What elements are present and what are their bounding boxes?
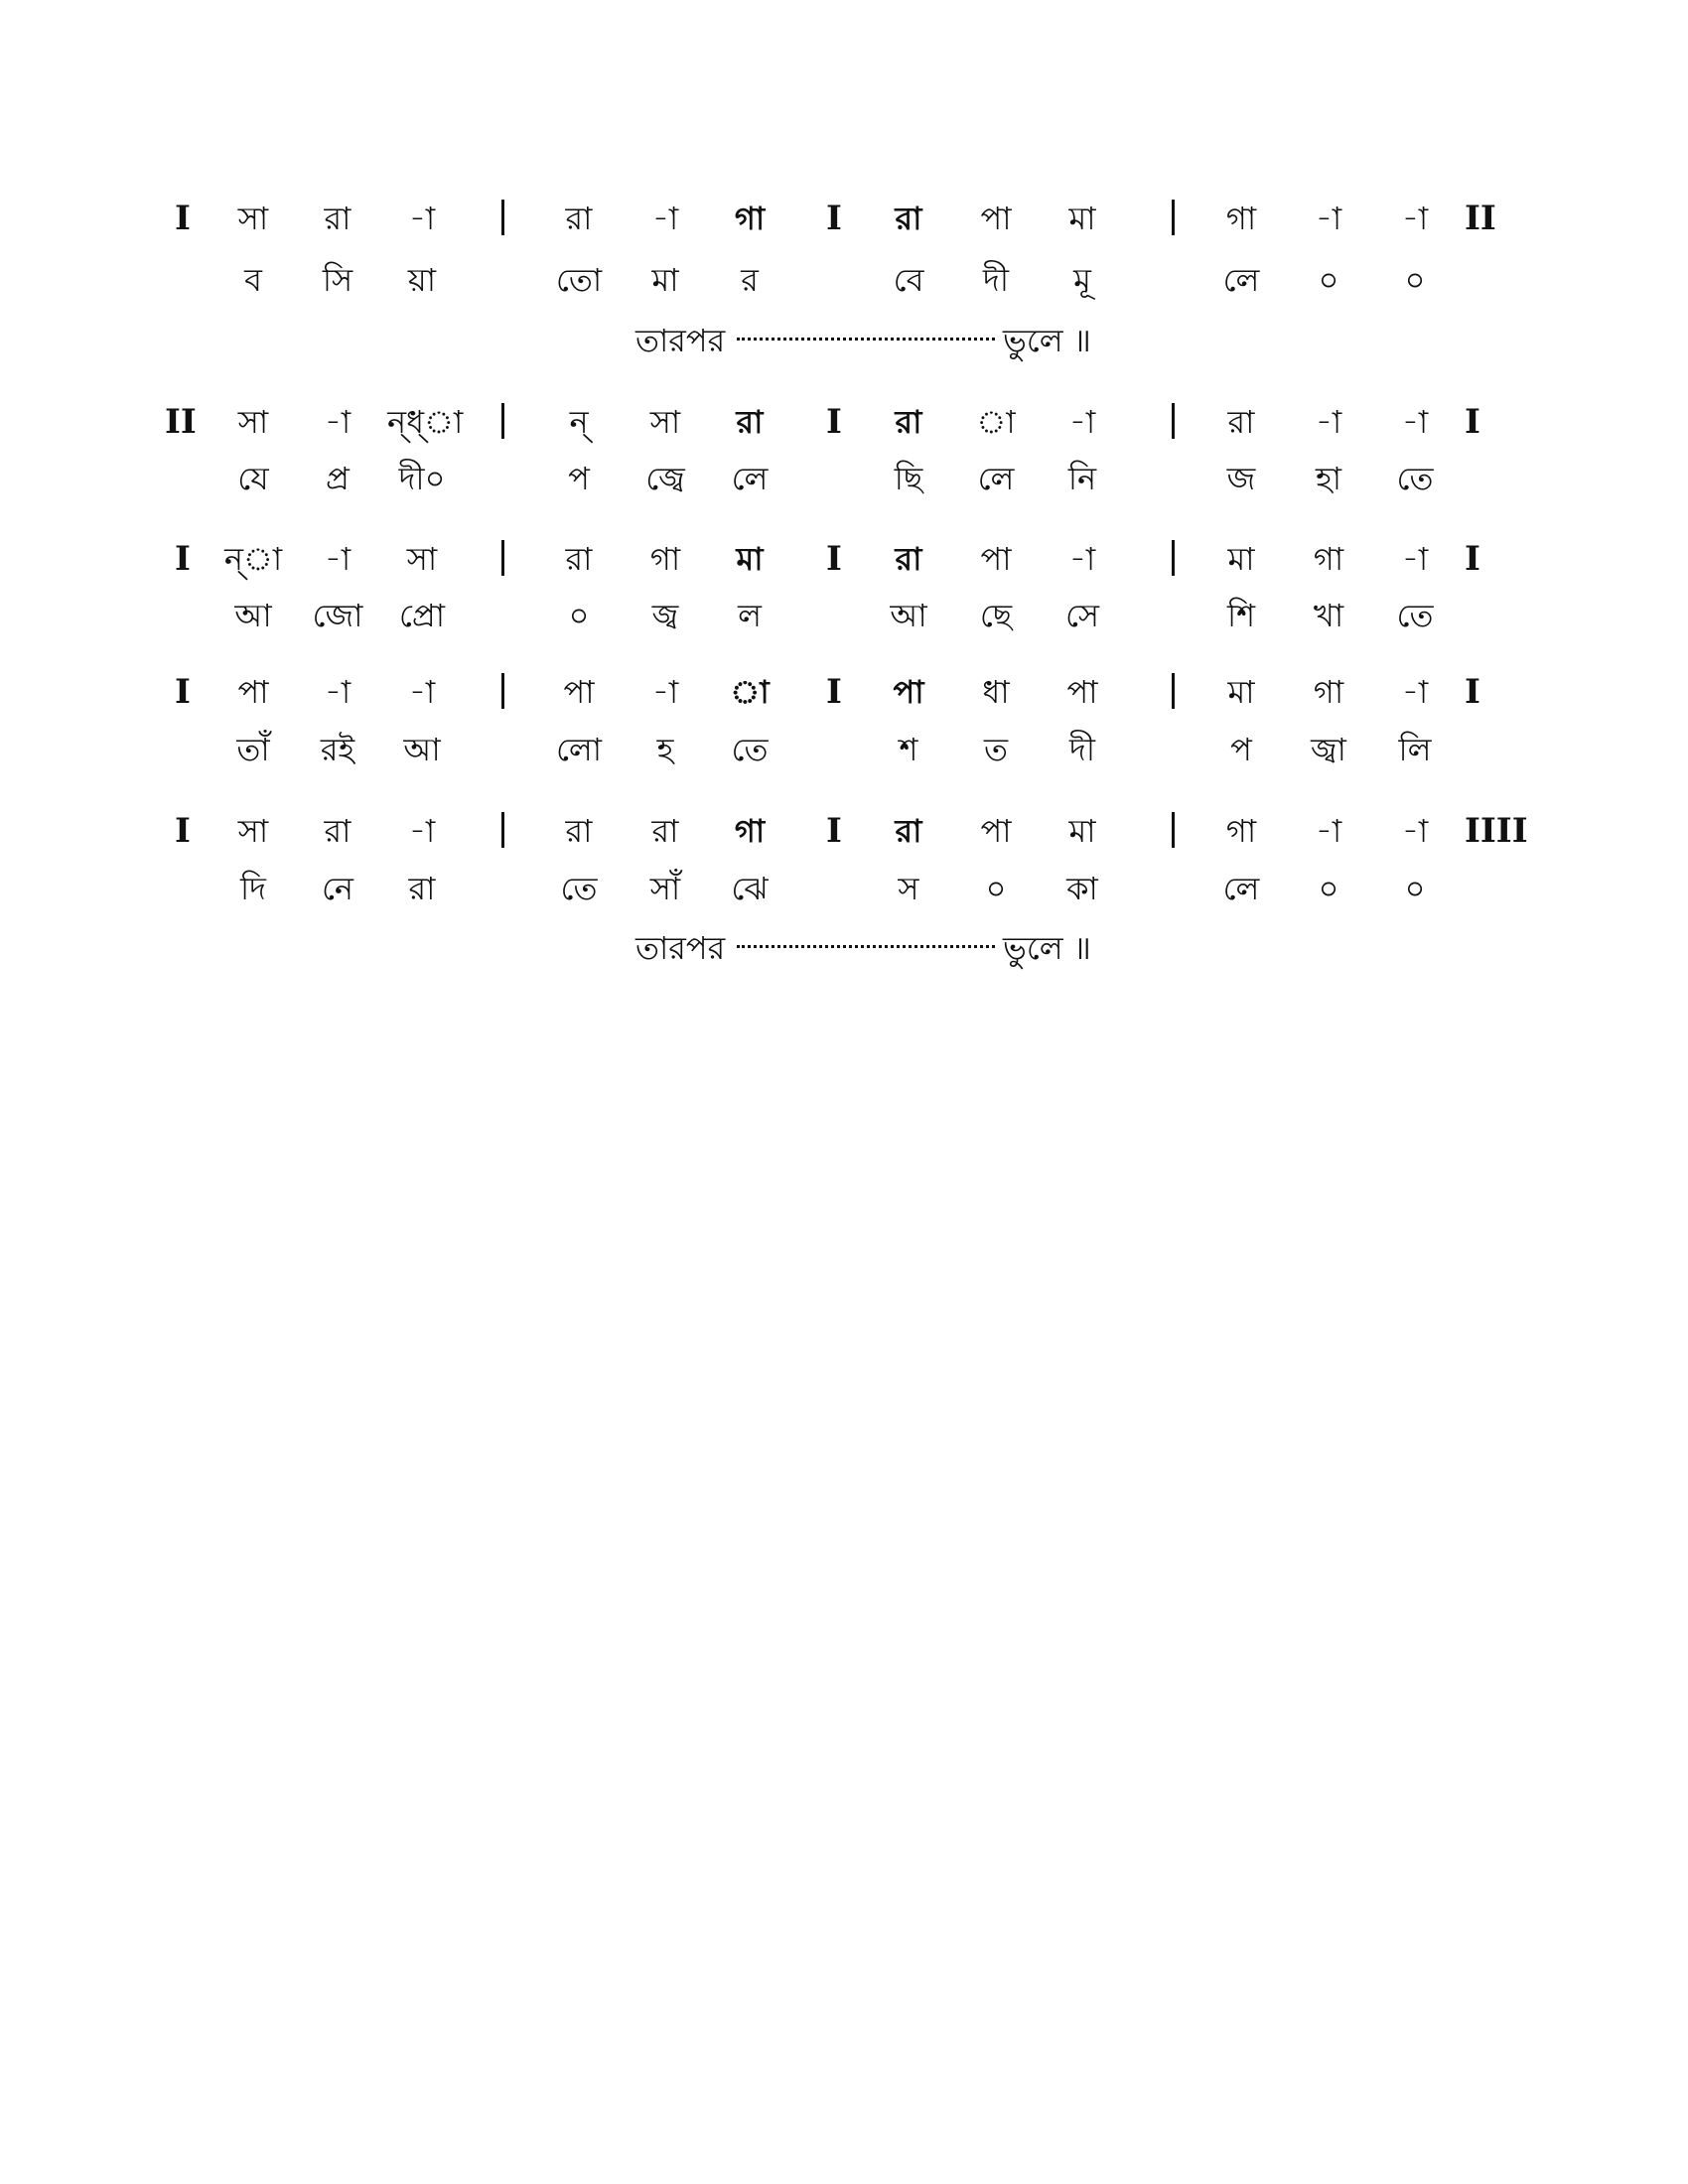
beat-divider xyxy=(501,673,504,709)
swara-note: সা xyxy=(237,403,269,441)
lyric-syllable: ০ xyxy=(1318,261,1339,299)
lyric-syllable: লে xyxy=(1222,870,1260,907)
swara-note: রা xyxy=(324,812,352,850)
opening-barline: I xyxy=(175,811,191,851)
lyric-syllable: তাঁ xyxy=(236,731,270,768)
swara-note: -া xyxy=(1315,200,1342,237)
lyric-syllable: দী০ xyxy=(398,460,446,497)
lyric-syllable: দী xyxy=(1069,731,1095,768)
swara-note: মা xyxy=(1227,673,1255,711)
swara-note: -া xyxy=(408,812,436,850)
swara-note: গা xyxy=(1313,540,1344,578)
swara-row xyxy=(0,667,1688,717)
section-barline: I xyxy=(826,811,842,851)
swara-note: গা xyxy=(1225,200,1257,237)
closing-barline: I xyxy=(1465,539,1480,579)
lyric-syllable: য়া xyxy=(407,261,437,299)
swara-note: ন্ xyxy=(569,403,589,441)
swara-note: ধা xyxy=(982,673,1010,711)
swara-note: রা xyxy=(324,200,352,237)
lyric-syllable: জ্বে xyxy=(645,460,685,497)
swara-note: পা xyxy=(1066,673,1098,711)
lyric-syllable: হা xyxy=(1315,460,1342,497)
swara-note: -া xyxy=(1401,200,1429,237)
opening-barline: I xyxy=(175,672,191,712)
lyric-syllable: স xyxy=(898,870,919,907)
swara-note: া xyxy=(976,403,1016,441)
lyric-syllable: প্রো xyxy=(398,597,446,634)
lyric-syllable: লি xyxy=(1398,731,1432,768)
lyric-row xyxy=(0,725,1688,774)
refrain-start: তারপর xyxy=(635,322,726,359)
swara-note: গা xyxy=(1313,673,1344,711)
beat-divider xyxy=(1172,540,1175,576)
swara-note: সা xyxy=(406,540,438,578)
lyric-syllable: রই xyxy=(320,731,355,768)
lyric-syllable: কা xyxy=(1066,870,1098,907)
lyric-syllable: আ xyxy=(403,731,441,768)
refrain-line xyxy=(0,923,1688,973)
lyric-syllable: ছে xyxy=(979,597,1013,634)
section-barline: I xyxy=(826,199,842,238)
swara-note: সা xyxy=(237,812,269,850)
swara-row xyxy=(0,194,1688,243)
lyric-syllable: ব xyxy=(244,261,262,299)
swara-note: গা xyxy=(734,812,766,850)
swara-note: -া xyxy=(1401,812,1429,850)
lyric-syllable: তে xyxy=(560,870,598,907)
lyric-syllable: তে xyxy=(1396,597,1434,634)
lyric-syllable: জ্বা xyxy=(1311,731,1346,768)
opening-barline: II xyxy=(165,402,197,442)
lyric-syllable: রা xyxy=(408,870,436,907)
lyric-syllable: যে xyxy=(237,460,269,497)
lyric-syllable: শ xyxy=(899,731,918,768)
closing-barline: I xyxy=(1465,672,1480,712)
lyric-syllable: তে xyxy=(1396,460,1434,497)
swara-note: পা xyxy=(237,673,269,711)
lyric-syllable: দি xyxy=(240,870,266,907)
swara-note: পা xyxy=(980,200,1012,237)
refrain-start: তারপর xyxy=(635,929,726,967)
swara-note: -া xyxy=(1068,540,1096,578)
swara-note: রা xyxy=(895,540,922,578)
swara-note: রা xyxy=(736,403,764,441)
swara-note: রা xyxy=(895,812,922,850)
lyric-syllable: ০ xyxy=(1404,261,1426,299)
lyric-syllable: জ্ব xyxy=(651,597,679,634)
lyric-syllable: মা xyxy=(651,261,679,299)
lyric-syllable: ০ xyxy=(568,597,590,634)
swara-note: পা xyxy=(893,673,924,711)
swara-note: রা xyxy=(565,540,593,578)
lyric-syllable: ০ xyxy=(985,870,1007,907)
swara-note: পা xyxy=(563,673,595,711)
lyric-syllable: নে xyxy=(321,870,354,907)
swara-note: -া xyxy=(1315,403,1342,441)
closing-barline: II xyxy=(1465,199,1496,238)
swara-note: -া xyxy=(408,200,436,237)
lyric-syllable: সে xyxy=(1064,597,1100,634)
lyric-row xyxy=(0,864,1688,913)
section-barline: I xyxy=(826,402,842,442)
lyric-syllable: ত xyxy=(983,731,1008,768)
lyric-syllable: লে xyxy=(731,460,769,497)
refrain-end: ভুলে ॥ xyxy=(1003,929,1091,967)
lyric-syllable: জ xyxy=(1226,460,1256,497)
swara-row xyxy=(0,806,1688,856)
swara-note: গা xyxy=(734,200,766,237)
lyric-row xyxy=(0,591,1688,640)
beat-divider xyxy=(501,200,504,235)
lyric-syllable: আ xyxy=(234,597,272,634)
swara-note: -া xyxy=(1401,673,1429,711)
lyric-syllable: মূ xyxy=(1073,261,1091,299)
swara-note: মা xyxy=(1227,540,1255,578)
beat-divider xyxy=(1172,812,1175,848)
swara-note: রা xyxy=(565,812,593,850)
swara-note: ন্া xyxy=(223,540,283,578)
lyric-syllable: লে xyxy=(977,460,1015,497)
swara-note: মা xyxy=(736,540,764,578)
section-barline: I xyxy=(826,539,842,579)
swara-note: মা xyxy=(1068,200,1096,237)
swara-note: রা xyxy=(651,812,679,850)
beat-divider xyxy=(501,812,504,848)
refrain-line xyxy=(0,316,1688,365)
swara-note: রা xyxy=(895,200,922,237)
lyric-syllable: খা xyxy=(1313,597,1344,634)
refrain-ellipsis xyxy=(737,945,995,948)
lyric-syllable: ০ xyxy=(1404,870,1426,907)
lyric-syllable: ০ xyxy=(1318,870,1339,907)
closing-barline: I xyxy=(1465,402,1480,442)
lyric-row xyxy=(0,454,1688,503)
lyric-syllable: তো xyxy=(555,261,603,299)
swara-note: পা xyxy=(980,540,1012,578)
lyric-syllable: বে xyxy=(893,261,924,299)
swara-note: া xyxy=(730,673,770,711)
swara-note: -া xyxy=(651,200,679,237)
swara-note: রা xyxy=(565,200,593,237)
swara-note: রা xyxy=(895,403,922,441)
beat-divider xyxy=(501,540,504,576)
section-barline: I xyxy=(826,672,842,712)
swara-note: -া xyxy=(324,673,352,711)
swara-note: মা xyxy=(1068,812,1096,850)
beat-divider xyxy=(1172,403,1175,439)
swara-note: -া xyxy=(651,673,679,711)
opening-barline: I xyxy=(175,199,191,238)
lyric-syllable: সাঁ xyxy=(649,870,681,907)
lyric-row xyxy=(0,255,1688,305)
lyric-syllable: ছি xyxy=(894,460,923,497)
swara-note: ন্ধ্া xyxy=(387,403,464,441)
lyric-syllable: লো xyxy=(555,731,603,768)
refrain-end: ভুলে ॥ xyxy=(1003,322,1091,359)
lyric-syllable: লে xyxy=(1222,261,1260,299)
lyric-syllable: ঝে xyxy=(731,870,769,907)
lyric-syllable: ল xyxy=(738,597,762,634)
lyric-syllable: র xyxy=(741,261,759,299)
lyric-syllable: আ xyxy=(890,597,927,634)
swara-row xyxy=(0,534,1688,584)
swara-note: সা xyxy=(237,200,269,237)
lyric-syllable: সি xyxy=(322,261,353,299)
lyric-syllable: জো xyxy=(312,597,363,634)
swara-note: -া xyxy=(1401,403,1429,441)
closing-barline: IIII xyxy=(1465,811,1528,851)
beat-divider xyxy=(1172,673,1175,709)
swara-note: রা xyxy=(1227,403,1255,441)
lyric-syllable: শি xyxy=(1226,597,1256,634)
lyric-syllable: প xyxy=(568,460,590,497)
swara-note: পা xyxy=(980,812,1012,850)
swara-note: -া xyxy=(1315,812,1342,850)
swara-note: -া xyxy=(1068,403,1096,441)
opening-barline: I xyxy=(175,539,191,579)
lyric-syllable: তে xyxy=(731,731,769,768)
swara-note: গা xyxy=(1225,812,1257,850)
swara-note: -া xyxy=(1401,540,1429,578)
swara-note: গা xyxy=(649,540,681,578)
lyric-syllable: প্র xyxy=(326,460,350,497)
lyric-syllable: দী xyxy=(983,261,1009,299)
lyric-syllable: নি xyxy=(1067,460,1097,497)
swara-note: সা xyxy=(649,403,681,441)
lyric-syllable: হ xyxy=(656,731,674,768)
refrain-ellipsis xyxy=(737,338,995,341)
swara-note: -া xyxy=(408,673,436,711)
swara-row xyxy=(0,397,1688,447)
beat-divider xyxy=(501,403,504,439)
beat-divider xyxy=(1172,200,1175,235)
lyric-syllable: প xyxy=(1230,731,1252,768)
swara-note: -া xyxy=(324,540,352,578)
swara-note: -া xyxy=(324,403,352,441)
